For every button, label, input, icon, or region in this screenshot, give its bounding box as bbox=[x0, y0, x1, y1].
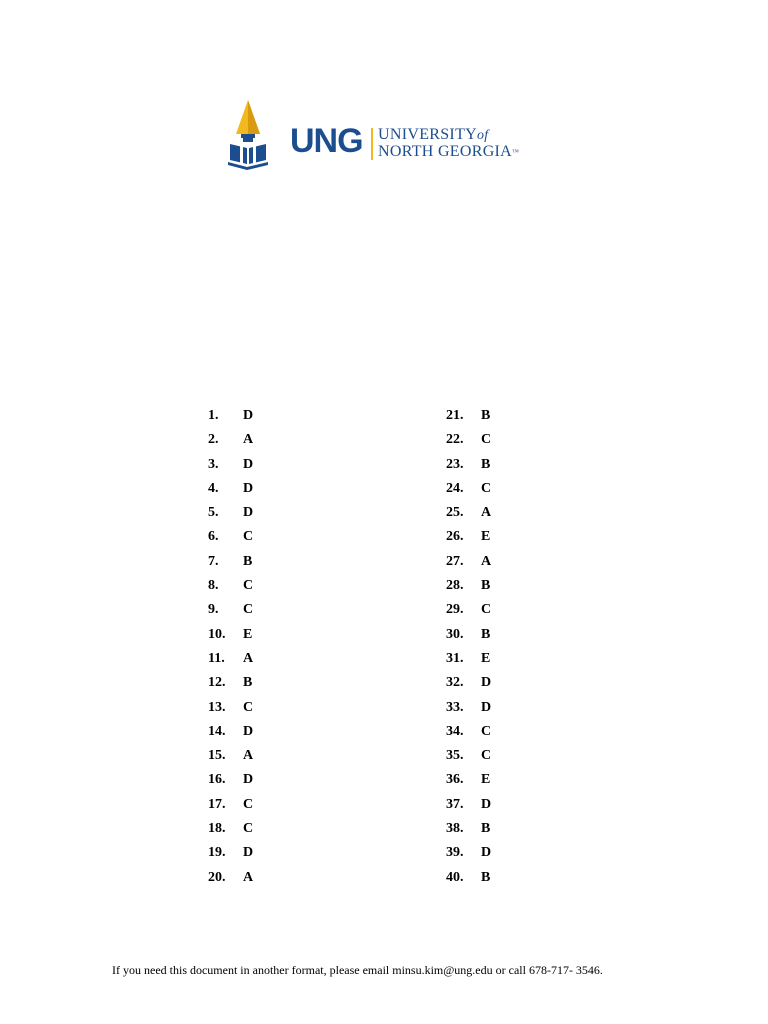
question-number: 3. bbox=[208, 456, 219, 472]
question-number: 37. bbox=[446, 796, 464, 812]
answer-letter: A bbox=[481, 553, 492, 569]
answer-letter: C bbox=[481, 748, 492, 764]
question-number: 30. bbox=[446, 626, 464, 642]
question-number: 11. bbox=[208, 650, 225, 666]
answer-letter: D bbox=[243, 480, 254, 496]
answer-row bbox=[208, 818, 253, 842]
answer-row bbox=[446, 429, 491, 453]
question-number: 16. bbox=[208, 772, 226, 788]
answer-row bbox=[208, 405, 253, 429]
answer-letter: C bbox=[481, 723, 492, 739]
answer-row bbox=[208, 454, 253, 478]
answer-row bbox=[446, 405, 491, 429]
logo-trademark: ™ bbox=[512, 148, 520, 156]
answer-row bbox=[446, 454, 491, 478]
question-number: 1. bbox=[208, 408, 219, 423]
question-number: 34. bbox=[446, 723, 464, 739]
answer-letter: D bbox=[481, 796, 492, 812]
answer-row bbox=[446, 818, 491, 842]
answer-row bbox=[208, 551, 253, 575]
answer-row bbox=[446, 575, 491, 599]
answer-key-right-column bbox=[446, 405, 491, 891]
answer-row bbox=[208, 624, 253, 648]
answer-letter: B bbox=[481, 869, 491, 885]
answer-row bbox=[446, 502, 491, 526]
answer-row bbox=[208, 599, 253, 623]
answer-letter: A bbox=[243, 869, 254, 885]
question-number: 36. bbox=[446, 772, 464, 788]
logo-abbreviation: UNG bbox=[290, 122, 363, 160]
question-number: 27. bbox=[446, 553, 464, 569]
question-number: 38. bbox=[446, 821, 464, 837]
question-number: 7. bbox=[208, 553, 219, 569]
question-number: 33. bbox=[446, 699, 464, 715]
answer-row bbox=[208, 867, 253, 891]
answer-letter: A bbox=[243, 748, 254, 764]
logo-line1: UNIVERSITY bbox=[378, 126, 477, 143]
answer-letter: C bbox=[243, 699, 254, 715]
answer-letter: B bbox=[481, 821, 491, 837]
answer-letter: C bbox=[481, 480, 492, 496]
answer-row bbox=[446, 648, 491, 672]
ung-torch-logo-icon bbox=[226, 98, 270, 170]
answer-row bbox=[446, 551, 491, 575]
question-number: 2. bbox=[208, 432, 219, 448]
answer-row bbox=[446, 842, 491, 866]
answer-letter: E bbox=[243, 626, 253, 642]
question-number: 39. bbox=[446, 845, 464, 861]
answer-row bbox=[208, 842, 253, 866]
question-number: 31. bbox=[446, 650, 464, 666]
answer-letter: D bbox=[481, 845, 492, 861]
answer-letter: D bbox=[243, 772, 254, 788]
question-number: 29. bbox=[446, 602, 464, 618]
logo-university-line bbox=[378, 127, 489, 144]
question-number: 15. bbox=[208, 748, 226, 764]
answer-row bbox=[446, 478, 491, 502]
question-number: 22. bbox=[446, 432, 464, 448]
question-number: 20. bbox=[208, 869, 226, 885]
answer-letter: D bbox=[243, 408, 254, 423]
answer-row bbox=[208, 672, 253, 696]
question-number: 40. bbox=[446, 869, 464, 885]
answer-row bbox=[446, 745, 491, 769]
answer-letter: D bbox=[481, 675, 492, 691]
answer-letter: B bbox=[481, 456, 491, 472]
logo-name-line bbox=[378, 144, 519, 160]
question-number: 32. bbox=[446, 675, 464, 691]
answer-row bbox=[446, 794, 491, 818]
answer-row bbox=[208, 648, 253, 672]
answer-row bbox=[208, 721, 253, 745]
university-logo bbox=[226, 98, 546, 174]
answer-letter: E bbox=[481, 529, 491, 545]
answer-letter: A bbox=[243, 650, 254, 666]
answer-letter: E bbox=[481, 772, 491, 788]
answer-letter: C bbox=[481, 602, 492, 618]
answer-letter: B bbox=[481, 626, 491, 642]
logo-divider bbox=[371, 128, 373, 160]
question-number: 4. bbox=[208, 480, 219, 496]
answer-row bbox=[208, 526, 253, 550]
answer-letter: D bbox=[243, 456, 254, 472]
question-number: 19. bbox=[208, 845, 226, 861]
answer-letter: B bbox=[481, 408, 491, 423]
question-number: 25. bbox=[446, 505, 464, 521]
answer-letter: E bbox=[481, 650, 491, 666]
answer-letter: C bbox=[243, 529, 254, 545]
answer-row bbox=[208, 769, 253, 793]
answer-row bbox=[208, 502, 253, 526]
answer-row bbox=[446, 526, 491, 550]
answer-row bbox=[208, 478, 253, 502]
question-number: 5. bbox=[208, 505, 219, 521]
logo-of: of bbox=[477, 128, 489, 143]
answer-row bbox=[446, 624, 491, 648]
answer-row bbox=[208, 745, 253, 769]
answer-row bbox=[446, 672, 491, 696]
answer-row bbox=[446, 599, 491, 623]
question-number: 8. bbox=[208, 578, 219, 594]
answer-letter: C bbox=[243, 796, 254, 812]
answer-row bbox=[208, 575, 253, 599]
question-number: 26. bbox=[446, 529, 464, 545]
question-number: 28. bbox=[446, 578, 464, 594]
answer-letter: D bbox=[481, 699, 492, 715]
question-number: 10. bbox=[208, 626, 226, 642]
question-number: 9. bbox=[208, 602, 219, 618]
answer-letter: C bbox=[243, 602, 254, 618]
answer-row bbox=[208, 697, 253, 721]
answer-letter: B bbox=[481, 578, 491, 594]
answer-letter: C bbox=[481, 432, 492, 448]
question-number: 18. bbox=[208, 821, 226, 837]
answer-letter: B bbox=[243, 675, 253, 691]
answer-letter: A bbox=[481, 505, 492, 521]
answer-row bbox=[446, 867, 491, 891]
question-number: 12. bbox=[208, 675, 226, 691]
answer-key-left-column bbox=[208, 405, 253, 891]
answer-letter: D bbox=[243, 845, 254, 861]
question-number: 17. bbox=[208, 796, 226, 812]
answer-row bbox=[446, 721, 491, 745]
answer-letter: A bbox=[243, 432, 254, 448]
answer-row bbox=[208, 794, 253, 818]
logo-line2: NORTH GEORGIA bbox=[378, 143, 513, 160]
answer-letter: C bbox=[243, 578, 254, 594]
question-number: 24. bbox=[446, 480, 464, 496]
accessibility-footer: If you need this document in another format, please email minsu.kim@ung.edu or call 678-717- 3546. bbox=[112, 963, 603, 977]
answer-row bbox=[446, 697, 491, 721]
question-number: 35. bbox=[446, 748, 464, 764]
question-number: 21. bbox=[446, 408, 464, 423]
question-number: 13. bbox=[208, 699, 226, 715]
answer-row bbox=[208, 429, 253, 453]
answer-letter: D bbox=[243, 505, 254, 521]
question-number: 14. bbox=[208, 723, 226, 739]
answer-letter: D bbox=[243, 723, 254, 739]
answer-letter: C bbox=[243, 821, 254, 837]
answer-letter: B bbox=[243, 553, 253, 569]
question-number: 23. bbox=[446, 456, 464, 472]
answer-row bbox=[446, 769, 491, 793]
question-number: 6. bbox=[208, 529, 219, 545]
